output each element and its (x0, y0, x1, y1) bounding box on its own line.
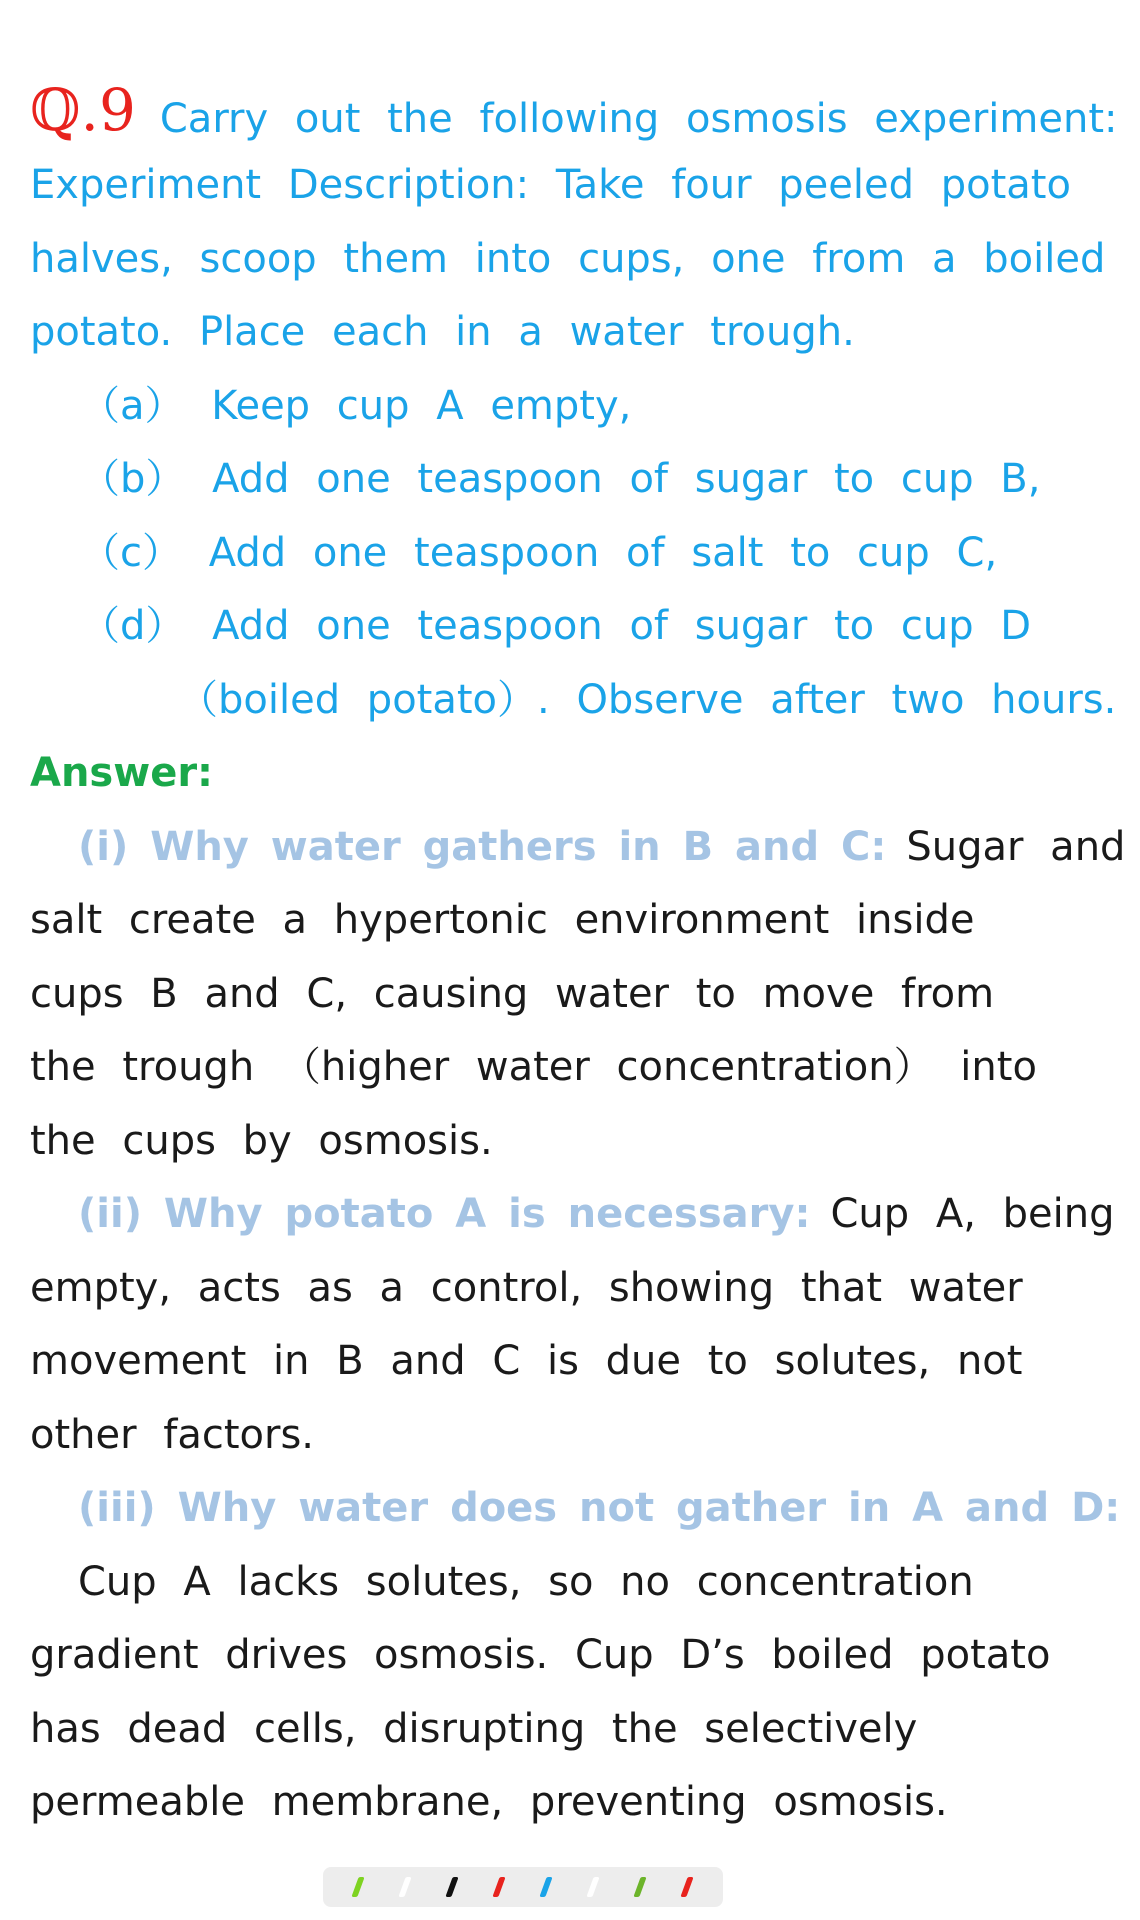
section-iii-line: gradient drives osmosis. Cup D’s boiled potato (30, 1632, 1051, 1678)
section-ii-heading: (ii) Why potato A is necessary: (78, 1191, 811, 1237)
question-text: Carry out the following osmosis experiment: (159, 96, 1118, 142)
step-d-continued: （boiled potato）. Observe after two hours. (178, 677, 1117, 723)
step-c: （c） Add one teaspoon of salt to cup C, (80, 530, 998, 576)
step-d: （d） Add one teaspoon of sugar to cup D (80, 603, 1032, 649)
red-pen-icon[interactable] (492, 1877, 505, 1897)
step-b: （b） Add one teaspoon of sugar to cup B, (80, 456, 1041, 502)
white-pen-icon-2[interactable] (586, 1877, 599, 1897)
section-i-line: the cups by osmosis. (30, 1118, 493, 1164)
section-ii-intro: Cup A, being (830, 1191, 1115, 1237)
question-line-4: potato. Place each in a water trough. (30, 309, 855, 355)
question-line-2: Experiment Description: Take four peeled potato (30, 162, 1071, 208)
section-i-line: the trough （higher water concentration） into (30, 1044, 1037, 1090)
section-i-heading: (i) Why water gathers in B and C: (78, 824, 887, 870)
question-number: ℚ.9 (30, 76, 136, 144)
answer-heading: Answer: (30, 750, 214, 796)
green-pen-icon[interactable] (351, 1877, 364, 1897)
section-i-line: salt create a hypertonic environment inside (30, 897, 975, 943)
question-line-3: halves, scoop them into cups, one from a boiled (30, 236, 1106, 282)
pen-toolbar (323, 1867, 723, 1907)
section-iii-line: has dead cells, disrupting the selectively (30, 1706, 918, 1752)
crimson-pen-icon[interactable] (680, 1877, 693, 1897)
section-ii-line: empty, acts as a control, showing that water (30, 1265, 1023, 1311)
olive-green-pen-icon[interactable] (633, 1877, 646, 1897)
section-i-intro: Sugar and (906, 824, 1126, 870)
section-iii-line: Cup A lacks solutes, so no concentration (78, 1559, 974, 1605)
question-line-1 (30, 76, 1118, 144)
section-iii-heading: (iii) Why water does not gather in A and D: (78, 1485, 1121, 1531)
section-iii-line: permeable membrane, preventing osmosis. (30, 1779, 948, 1825)
step-a: （a） Keep cup A empty, (80, 383, 632, 429)
black-pen-icon[interactable] (445, 1877, 458, 1897)
section-ii-first-line (78, 1186, 1115, 1242)
white-pen-icon[interactable] (398, 1877, 411, 1897)
section-ii-line: other factors. (30, 1412, 315, 1458)
section-i-line: cups B and C, causing water to move from (30, 971, 995, 1017)
section-iii-heading-line (78, 1480, 1140, 1536)
section-ii-line: movement in B and C is due to solutes, not (30, 1338, 1023, 1384)
section-i-first-line (78, 819, 1125, 875)
blue-pen-icon[interactable] (539, 1877, 552, 1897)
